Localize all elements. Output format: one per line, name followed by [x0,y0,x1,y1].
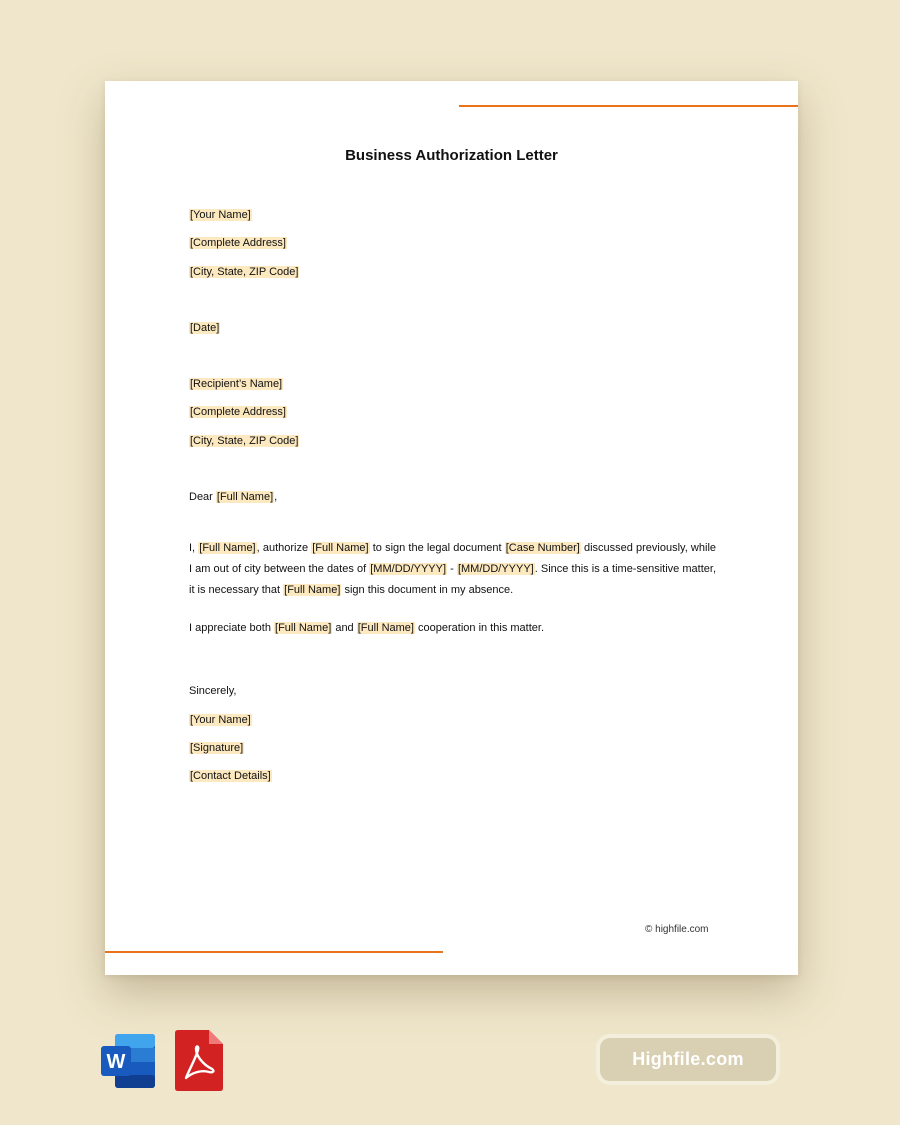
body-paragraph-2: I appreciate both [Full Name] and [Full Name] cooperation in this matter. [189,622,544,634]
body-paragraph-1: I, [Full Name], authorize [Full Name] to sign the legal document [Case Number] discussed previously, while I am out of city between the dates of [MM/DD/YYYY] - [MM/DD/YYYY]. Since this is a time-sensitive matter, it is necessary that [Full Name] sign this document in my absence. [189,542,717,596]
bottom-accent-rule [105,951,443,953]
microsoft-word-icon[interactable] [101,1032,157,1090]
sender-city: [City, State, ZIP Code] [190,266,299,278]
adobe-pdf-icon[interactable] [175,1030,223,1091]
sender-name: [Your Name] [190,209,251,221]
closing-contact: [Contact Details] [190,770,271,782]
closing-signature: [Signature] [190,742,244,754]
copyright-notice: © highfile.com [645,924,709,935]
letter-title: Business Authorization Letter [345,147,558,164]
closing-name: [Your Name] [190,714,251,726]
word-letter: W [106,1051,126,1073]
salutation: Dear [Full Name], [189,491,278,503]
closing-sincerely: Sincerely, [189,685,237,697]
highfile-brand-badge[interactable]: Highfile.com [600,1038,776,1081]
top-accent-rule [459,105,798,107]
sender-address: [Complete Address] [190,237,286,249]
recipient-city: [City, State, ZIP Code] [190,435,299,447]
recipient-name: [Recipient’s Name] [190,378,283,390]
letter-date: [Date] [190,322,220,334]
letter-page [105,81,798,975]
recipient-address: [Complete Address] [190,406,286,418]
